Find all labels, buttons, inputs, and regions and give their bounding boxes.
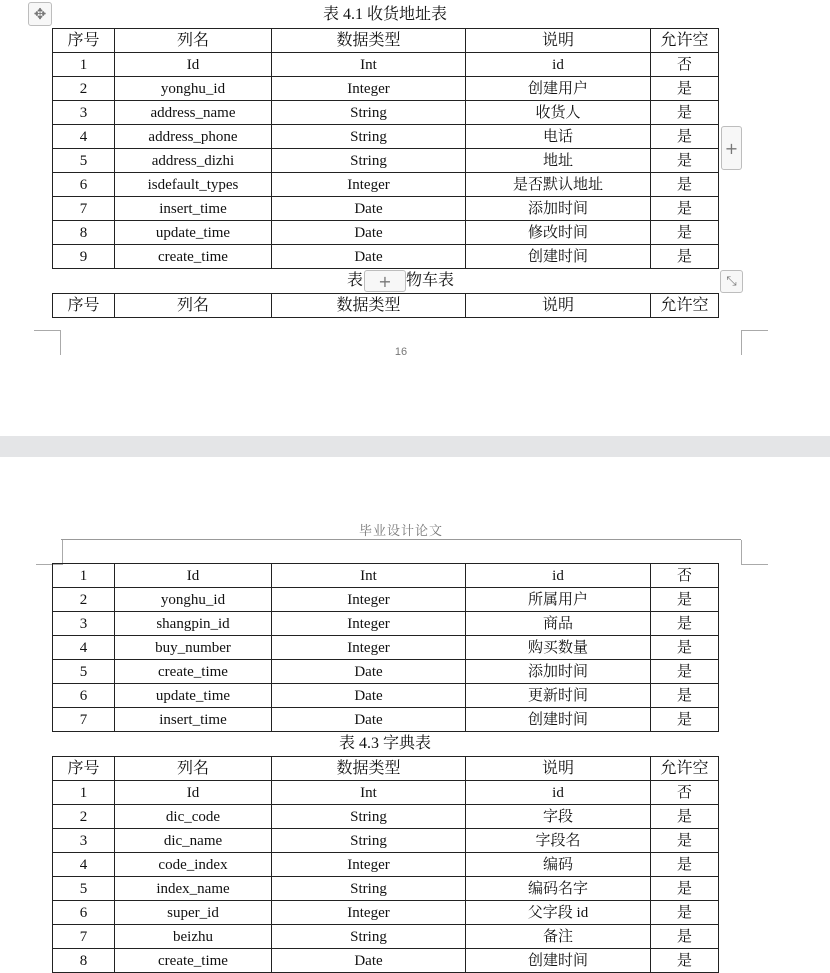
- table-move-handle[interactable]: [28, 2, 52, 26]
- header-corner-left: [36, 540, 63, 565]
- cell-data-type: Integer: [272, 636, 466, 660]
- cell-index: 7: [53, 708, 115, 732]
- table2-caption-end: 物车表: [406, 272, 455, 289]
- table3-header-row: [53, 757, 719, 781]
- table-row: [53, 877, 719, 901]
- cell-nullable: 是: [651, 197, 719, 221]
- header-nullable: 允许空: [651, 29, 719, 53]
- table2-header: [52, 293, 719, 318]
- cell-data-type: String: [272, 101, 466, 125]
- footer-corner-right: [741, 330, 768, 355]
- table3: [52, 756, 719, 973]
- header-description: 说明: [466, 757, 651, 781]
- cell-column-name: create_time: [115, 949, 272, 973]
- header-data-type: 数据类型: [272, 29, 466, 53]
- cell-description: 购买数量: [466, 636, 651, 660]
- table-row: [53, 149, 719, 173]
- cell-description: id: [466, 564, 651, 588]
- cell-data-type: Integer: [272, 853, 466, 877]
- cell-column-name: update_time: [115, 684, 272, 708]
- cell-column-name: create_time: [115, 660, 272, 684]
- cell-description: 创建时间: [466, 708, 651, 732]
- cell-data-type: Date: [272, 197, 466, 221]
- cell-nullable: 是: [651, 684, 719, 708]
- cell-column-name: yonghu_id: [115, 588, 272, 612]
- table2-header-row: [53, 294, 719, 318]
- cell-index: 3: [53, 829, 115, 853]
- header-nullable: 允许空: [651, 757, 719, 781]
- cell-nullable: 是: [651, 925, 719, 949]
- cell-description: 电话: [466, 125, 651, 149]
- cell-data-type: Date: [272, 949, 466, 973]
- footer-corner-left: [34, 330, 61, 355]
- table1-header-row: [53, 29, 719, 53]
- cell-description: 编码名字: [466, 877, 651, 901]
- plus-icon: +: [724, 138, 739, 158]
- table-row: [53, 612, 719, 636]
- cell-nullable: 是: [651, 612, 719, 636]
- cell-index: 3: [53, 612, 115, 636]
- cell-nullable: 是: [651, 708, 719, 732]
- header-rule: [61, 539, 741, 540]
- cell-column-name: shangpin_id: [115, 612, 272, 636]
- cell-column-name: code_index: [115, 853, 272, 877]
- cell-description: id: [466, 781, 651, 805]
- header-corner-right: [741, 540, 768, 565]
- cell-index: 2: [53, 805, 115, 829]
- cell-data-type: Date: [272, 684, 466, 708]
- table1: [52, 28, 719, 269]
- cell-column-name: yonghu_id: [115, 77, 272, 101]
- cell-data-type: Int: [272, 53, 466, 77]
- table-row: [53, 805, 719, 829]
- cell-index: 6: [53, 901, 115, 925]
- table-row: [53, 925, 719, 949]
- cell-index: 8: [53, 949, 115, 973]
- cell-data-type: Date: [272, 660, 466, 684]
- cell-nullable: 否: [651, 53, 719, 77]
- cell-column-name: update_time: [115, 221, 272, 245]
- cell-nullable: 否: [651, 781, 719, 805]
- cell-nullable: 是: [651, 125, 719, 149]
- table1-caption: 表 4.1 收货地址表: [322, 6, 447, 23]
- cell-data-type: Integer: [272, 612, 466, 636]
- cell-description: 地址: [466, 149, 651, 173]
- table-row: [53, 77, 719, 101]
- cell-nullable: 是: [651, 221, 719, 245]
- table-row: [53, 781, 719, 805]
- cell-index: 5: [53, 877, 115, 901]
- cell-data-type: String: [272, 829, 466, 853]
- table-row: [53, 949, 719, 973]
- cell-data-type: Integer: [272, 173, 466, 197]
- header-column-name: 列名: [115, 294, 272, 318]
- cell-description: 编码: [466, 853, 651, 877]
- cell-index: 5: [53, 149, 115, 173]
- header-column-name: 列名: [115, 29, 272, 53]
- cell-description: 添加时间: [466, 660, 651, 684]
- cell-index: 2: [53, 77, 115, 101]
- table2: [52, 563, 719, 732]
- cell-data-type: Integer: [272, 77, 466, 101]
- cell-description: 字段名: [466, 829, 651, 853]
- cell-column-name: Id: [115, 781, 272, 805]
- cell-data-type: Date: [272, 245, 466, 269]
- cell-column-name: insert_time: [115, 708, 272, 732]
- table-row: [53, 636, 719, 660]
- cell-index: 3: [53, 101, 115, 125]
- cell-column-name: dic_code: [115, 805, 272, 829]
- cell-data-type: String: [272, 149, 466, 173]
- cell-data-type: Date: [272, 221, 466, 245]
- cell-description: 添加时间: [466, 197, 651, 221]
- table-row: [53, 660, 719, 684]
- plus-icon: +: [378, 271, 392, 291]
- cell-nullable: 是: [651, 636, 719, 660]
- cell-description: 商品: [466, 612, 651, 636]
- cell-data-type: Integer: [272, 901, 466, 925]
- cell-index: 6: [53, 684, 115, 708]
- table-row: [53, 173, 719, 197]
- cell-column-name: beizhu: [115, 925, 272, 949]
- cell-description: 是否默认地址: [466, 173, 651, 197]
- header-data-type: 数据类型: [272, 294, 466, 318]
- cell-column-name: address_phone: [115, 125, 272, 149]
- cell-index: 5: [53, 660, 115, 684]
- table-row: [53, 245, 719, 269]
- table-row: [53, 197, 719, 221]
- table-row: [53, 901, 719, 925]
- cell-description: 更新时间: [466, 684, 651, 708]
- cell-nullable: 是: [651, 588, 719, 612]
- move-icon: ✥: [33, 5, 47, 23]
- cell-index: 9: [53, 245, 115, 269]
- cell-nullable: 是: [651, 245, 719, 269]
- cell-description: id: [466, 53, 651, 77]
- cell-data-type: String: [272, 877, 466, 901]
- cell-index: 6: [53, 173, 115, 197]
- cell-index: 7: [53, 925, 115, 949]
- cell-data-type: String: [272, 125, 466, 149]
- cell-description: 修改时间: [466, 221, 651, 245]
- cell-description: 收货人: [466, 101, 651, 125]
- table-row: [53, 853, 719, 877]
- table-row: [53, 829, 719, 853]
- cell-nullable: 是: [651, 901, 719, 925]
- table2-body: [53, 564, 719, 732]
- cell-data-type: Int: [272, 781, 466, 805]
- cell-data-type: Integer: [272, 588, 466, 612]
- cell-description: 父字段 id: [466, 901, 651, 925]
- table-resize-handle[interactable]: [720, 270, 743, 293]
- cell-index: 7: [53, 197, 115, 221]
- table-row: [53, 564, 719, 588]
- cell-column-name: insert_time: [115, 197, 272, 221]
- page-header-text: 毕业设计论文: [358, 523, 443, 538]
- cell-column-name: isdefault_types: [115, 173, 272, 197]
- resize-icon: ⤡: [726, 274, 737, 289]
- cell-nullable: 是: [651, 877, 719, 901]
- table2-caption-start: 表: [347, 272, 364, 289]
- cell-index: 4: [53, 125, 115, 149]
- header-index: 序号: [53, 294, 115, 318]
- cell-data-type: Int: [272, 564, 466, 588]
- add-column-button[interactable]: [721, 126, 742, 170]
- cell-column-name: buy_number: [115, 636, 272, 660]
- cell-nullable: 是: [651, 829, 719, 853]
- cell-column-name: address_name: [115, 101, 272, 125]
- page-gap: [0, 436, 830, 457]
- table-row: [53, 708, 719, 732]
- cell-description: 创建时间: [466, 245, 651, 269]
- header-column-name: 列名: [115, 757, 272, 781]
- cell-nullable: 是: [651, 77, 719, 101]
- cell-index: 4: [53, 853, 115, 877]
- add-row-button[interactable]: [364, 270, 406, 292]
- cell-nullable: 是: [651, 805, 719, 829]
- cell-nullable: 是: [651, 853, 719, 877]
- header-index: 序号: [53, 757, 115, 781]
- cell-column-name: create_time: [115, 245, 272, 269]
- table-row: [53, 53, 719, 77]
- cell-column-name: index_name: [115, 877, 272, 901]
- cell-nullable: 是: [651, 173, 719, 197]
- table-row: [53, 588, 719, 612]
- cell-description: 所属用户: [466, 588, 651, 612]
- header-description: 说明: [466, 294, 651, 318]
- cell-column-name: Id: [115, 564, 272, 588]
- cell-description: 字段: [466, 805, 651, 829]
- table-row: [53, 101, 719, 125]
- cell-nullable: 是: [651, 949, 719, 973]
- cell-data-type: String: [272, 805, 466, 829]
- cell-index: 2: [53, 588, 115, 612]
- cell-index: 1: [53, 564, 115, 588]
- cell-description: 创建时间: [466, 949, 651, 973]
- cell-nullable: 是: [651, 149, 719, 173]
- cell-description: 备注: [466, 925, 651, 949]
- cell-data-type: Date: [272, 708, 466, 732]
- cell-nullable: 否: [651, 564, 719, 588]
- cell-data-type: String: [272, 925, 466, 949]
- header-nullable: 允许空: [651, 294, 719, 318]
- cell-index: 1: [53, 781, 115, 805]
- cell-index: 4: [53, 636, 115, 660]
- cell-nullable: 是: [651, 660, 719, 684]
- table1-body: [53, 53, 719, 269]
- table3-body: [53, 781, 719, 973]
- cell-index: 8: [53, 221, 115, 245]
- page-number: 16: [394, 346, 408, 358]
- table-row: [53, 684, 719, 708]
- table-row: [53, 125, 719, 149]
- cell-index: 1: [53, 53, 115, 77]
- header-description: 说明: [466, 29, 651, 53]
- table3-caption: 表 4.3 字典表: [338, 735, 431, 752]
- cell-column-name: Id: [115, 53, 272, 77]
- header-data-type: 数据类型: [272, 757, 466, 781]
- cell-column-name: address_dizhi: [115, 149, 272, 173]
- cell-column-name: dic_name: [115, 829, 272, 853]
- table-row: [53, 221, 719, 245]
- cell-nullable: 是: [651, 101, 719, 125]
- cell-description: 创建用户: [466, 77, 651, 101]
- cell-column-name: super_id: [115, 901, 272, 925]
- header-index: 序号: [53, 29, 115, 53]
